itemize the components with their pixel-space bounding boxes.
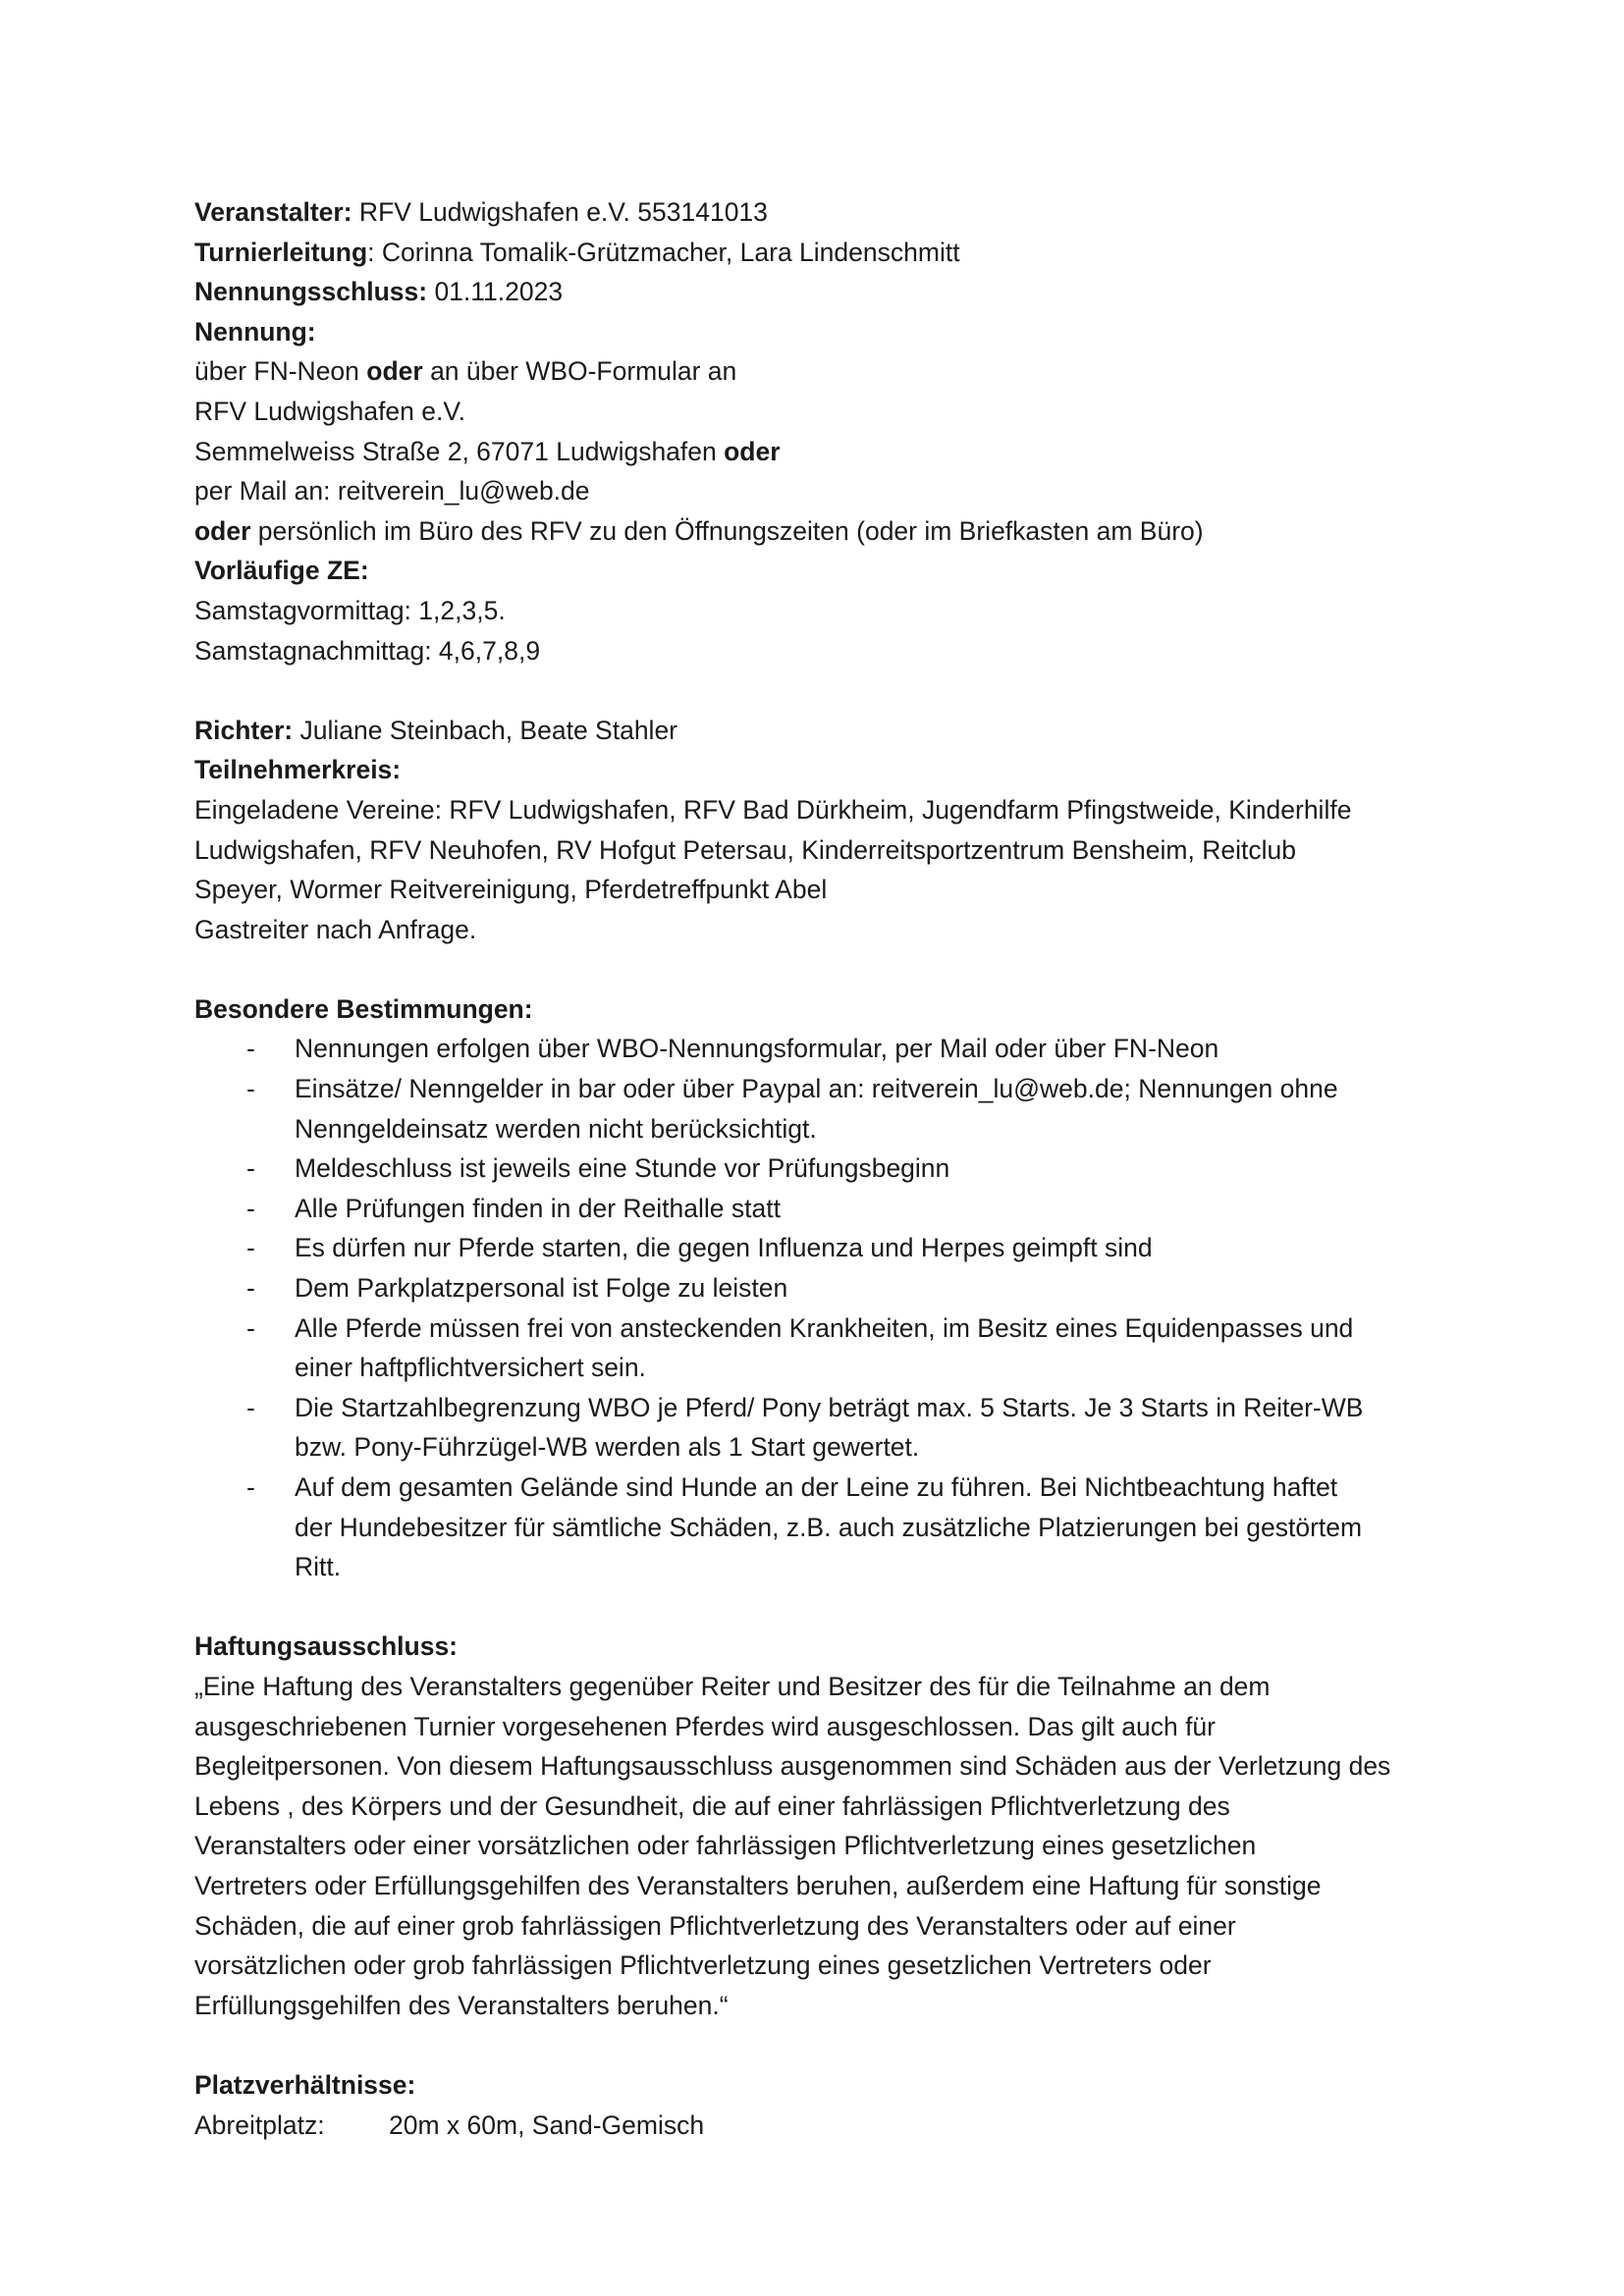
list-dash: -	[246, 1392, 255, 1422]
haftung-text-line: Begleitpersonen. Von diesem Haftungsausschluss ausgenommen sind Schäden aus der Verletzung des	[194, 1751, 1391, 1782]
list-dash: -	[246, 1233, 255, 1263]
haftung-body	[194, 1667, 1461, 2025]
bestimmung-text-line: Auf dem gesamten Gelände sind Hunde an der Leine zu führen. Bei Nichtbeachtung haftet	[295, 1472, 1338, 1502]
nennung-line-2: RFV Ludwigshafen e.V.	[194, 396, 465, 426]
list-dash: -	[246, 1472, 255, 1502]
nennungsschluss-line	[194, 272, 1461, 312]
list-dash: -	[246, 1153, 255, 1184]
haftung-text-line: Erfüllungsgehilfen des Veranstalters beruhen.“	[194, 1990, 729, 2020]
document-page	[194, 192, 1461, 2145]
turnierleitung-line	[194, 233, 1461, 273]
spacer	[194, 2025, 1461, 2065]
ze-heading: Vorläufige ZE:	[194, 556, 369, 586]
haftung-text-line: ausgeschriebenen Turnier vorgesehenen Pferdes wird ausgeschlossen. Das gilt auch für	[194, 1711, 1216, 1741]
list-dash: -	[246, 1034, 255, 1064]
nennungsschluss-value: 01.11.2023	[427, 277, 564, 307]
spacer	[194, 1587, 1461, 1628]
bestimmung-text-line: Es dürfen nur Pferde starten, die gegen Influenza und Herpes geimpft sind	[295, 1233, 1153, 1263]
spacer	[194, 949, 1461, 989]
bestimmung-text-line: Alle Pferde müssen frei von ansteckenden Krankheiten, im Besitz eines Equidenpasses und	[295, 1312, 1354, 1343]
bestimmung-item	[194, 1228, 1461, 1268]
richter-value: Juliane Steinbach, Beate Stahler	[293, 715, 678, 745]
nennungsschluss-label: Nennungsschluss:	[194, 277, 428, 307]
bestimmung-item	[194, 1308, 1461, 1388]
nennung-line-1-c: an über WBO-Formular an	[422, 356, 737, 387]
veranstalter-value: RFV Ludwigshafen e.V. 553141013	[352, 197, 768, 227]
turnierleitung-label: Turnierleitung	[194, 237, 368, 267]
bestimmungen-heading: Besondere Bestimmungen:	[194, 993, 533, 1024]
bestimmung-item	[194, 1189, 1461, 1229]
nennung-line-1-a: über FN-Neon	[194, 356, 367, 387]
nennung-line-3-b: oder	[724, 436, 781, 466]
abreitplatz-value: 20m x 60m, Sand-Gemisch	[389, 2109, 705, 2140]
list-dash: -	[246, 1193, 255, 1223]
bestimmung-text-line: Nennungen erfolgen über WBO-Nennungsformular, per Mail oder über FN-Neon	[295, 1034, 1219, 1064]
turnierleitung-value: : Corinna Tomalik-Grützmacher, Lara Lindenschmitt	[367, 237, 960, 267]
nennung-line-1-b: oder	[366, 356, 423, 387]
nennung-heading: Nennung:	[194, 316, 316, 347]
bestimmung-text-line: Dem Parkplatzpersonal ist Folge zu leisten	[295, 1273, 788, 1304]
nennung-line-5-a: oder	[194, 515, 251, 546]
nennung-line-3-a: Semmelweiss Straße 2, 67071 Ludwigshafen	[194, 436, 725, 466]
haftung-text-line: Vertreters oder Erfüllungsgehilfen des Veranstalters beruhen, außerdem eine Haftung für sonstige	[194, 1870, 1322, 1900]
platz-heading: Platzverhältnisse:	[194, 2069, 416, 2100]
bestimmung-text-line: der Hundebesitzer für sämtliche Schäden, z.B. auch zusätzliche Platzierungen bei gestörtem	[295, 1512, 1363, 1542]
haftung-text-line: vorsätzlichen oder grob fahrlässigen Pflichtverletzung eines gesetzlichen Vertreters oder	[194, 1950, 1212, 1981]
haftung-text-line: Veranstalters oder einer vorsätzlichen oder fahrlässigen Pflichtverletzung eines gesetzlichen	[194, 1831, 1257, 1861]
teilnehmer-line-4: Gastreiter nach Anfrage.	[194, 914, 477, 944]
nennung-line-5-b: persönlich im Büro des RFV zu den Öffnungszeiten (oder im Briefkasten am Büro)	[250, 515, 1204, 546]
teilnehmer-line-3: Speyer, Wormer Reitvereinigung, Pferdetreffpunkt Abel	[194, 875, 828, 905]
nennung-line-4: per Mail an: reitverein_lu@web.de	[194, 476, 590, 507]
veranstalter-label: Veranstalter:	[194, 197, 352, 227]
abreitplatz-row	[194, 2106, 1461, 2146]
bestimmung-text-line: bzw. Pony-Führzügel-WB werden als 1 Start gewertet.	[295, 1432, 920, 1463]
bestimmung-text-line: Ritt.	[295, 1552, 342, 1582]
bestimmung-item	[194, 1029, 1461, 1069]
ze-line-1: Samstagvormittag: 1,2,3,5.	[194, 595, 506, 625]
bestimmung-text-line: Die Startzahlbegrenzung WBO je Pferd/ Pony beträgt max. 5 Starts. Je 3 Starts in Reiter-WB	[295, 1392, 1364, 1422]
veranstalter-line	[194, 192, 1461, 233]
list-dash: -	[246, 1074, 255, 1104]
bestimmung-item	[194, 1268, 1461, 1308]
nennung-line-1	[194, 351, 1461, 392]
nennung-line-5	[194, 511, 1461, 552]
haftung-text-line: Schäden, die auf einer grob fahrlässigen Pflichtverletzung des Veranstalters oder auf einer	[194, 1910, 1236, 1941]
ze-line-2: Samstagnachmittag: 4,6,7,8,9	[194, 635, 541, 666]
teilnehmer-heading: Teilnehmerkreis:	[194, 755, 402, 785]
bestimmung-item	[194, 1148, 1461, 1189]
haftung-text-line: Lebens , des Körpers und der Gesundheit, die auf einer fahrlässigen Pflichtverletzung des	[194, 1790, 1230, 1821]
bestimmung-item	[194, 1468, 1461, 1587]
bestimmung-text-line: Einsätze/ Nenngelder in bar oder über Paypal an: reitverein_lu@web.de; Nennungen ohne	[295, 1074, 1338, 1104]
bestimmung-item	[194, 1388, 1461, 1468]
richter-label: Richter:	[194, 715, 294, 745]
bestimmung-text-line: Alle Prüfungen finden in der Reithalle statt	[295, 1193, 781, 1223]
list-dash: -	[246, 1312, 255, 1343]
haftung-text-line: „Eine Haftung des Veranstalters gegenüber Reiter und Besitzer des für die Teilnahme an dem	[194, 1671, 1271, 1701]
haftung-heading: Haftungsausschluss:	[194, 1631, 459, 1662]
list-dash: -	[246, 1273, 255, 1304]
bestimmungen-list	[194, 1029, 1461, 1586]
teilnehmer-line-2: Ludwigshafen, RFV Neuhofen, RV Hofgut Petersau, Kinderreitsportzentrum Bensheim, Reitclub	[194, 834, 1296, 865]
richter-line	[194, 711, 1461, 751]
abreitplatz-label: Abreitplatz:	[194, 2109, 325, 2140]
bestimmung-item	[194, 1069, 1461, 1148]
nennung-line-3	[194, 432, 1461, 472]
spacer	[194, 670, 1461, 711]
bestimmung-text-line: Nenngeldeinsatz werden nicht berücksichtigt.	[295, 1113, 817, 1144]
teilnehmer-line-1: Eingeladene Vereine: RFV Ludwigshafen, RFV Bad Dürkheim, Jugendfarm Pfingstweide, Kinderhilfe	[194, 794, 1352, 825]
bestimmung-text-line: einer haftpflichtversichert sein.	[295, 1353, 646, 1383]
bestimmung-text-line: Meldeschluss ist jeweils eine Stunde vor Prüfungsbeginn	[295, 1153, 950, 1184]
